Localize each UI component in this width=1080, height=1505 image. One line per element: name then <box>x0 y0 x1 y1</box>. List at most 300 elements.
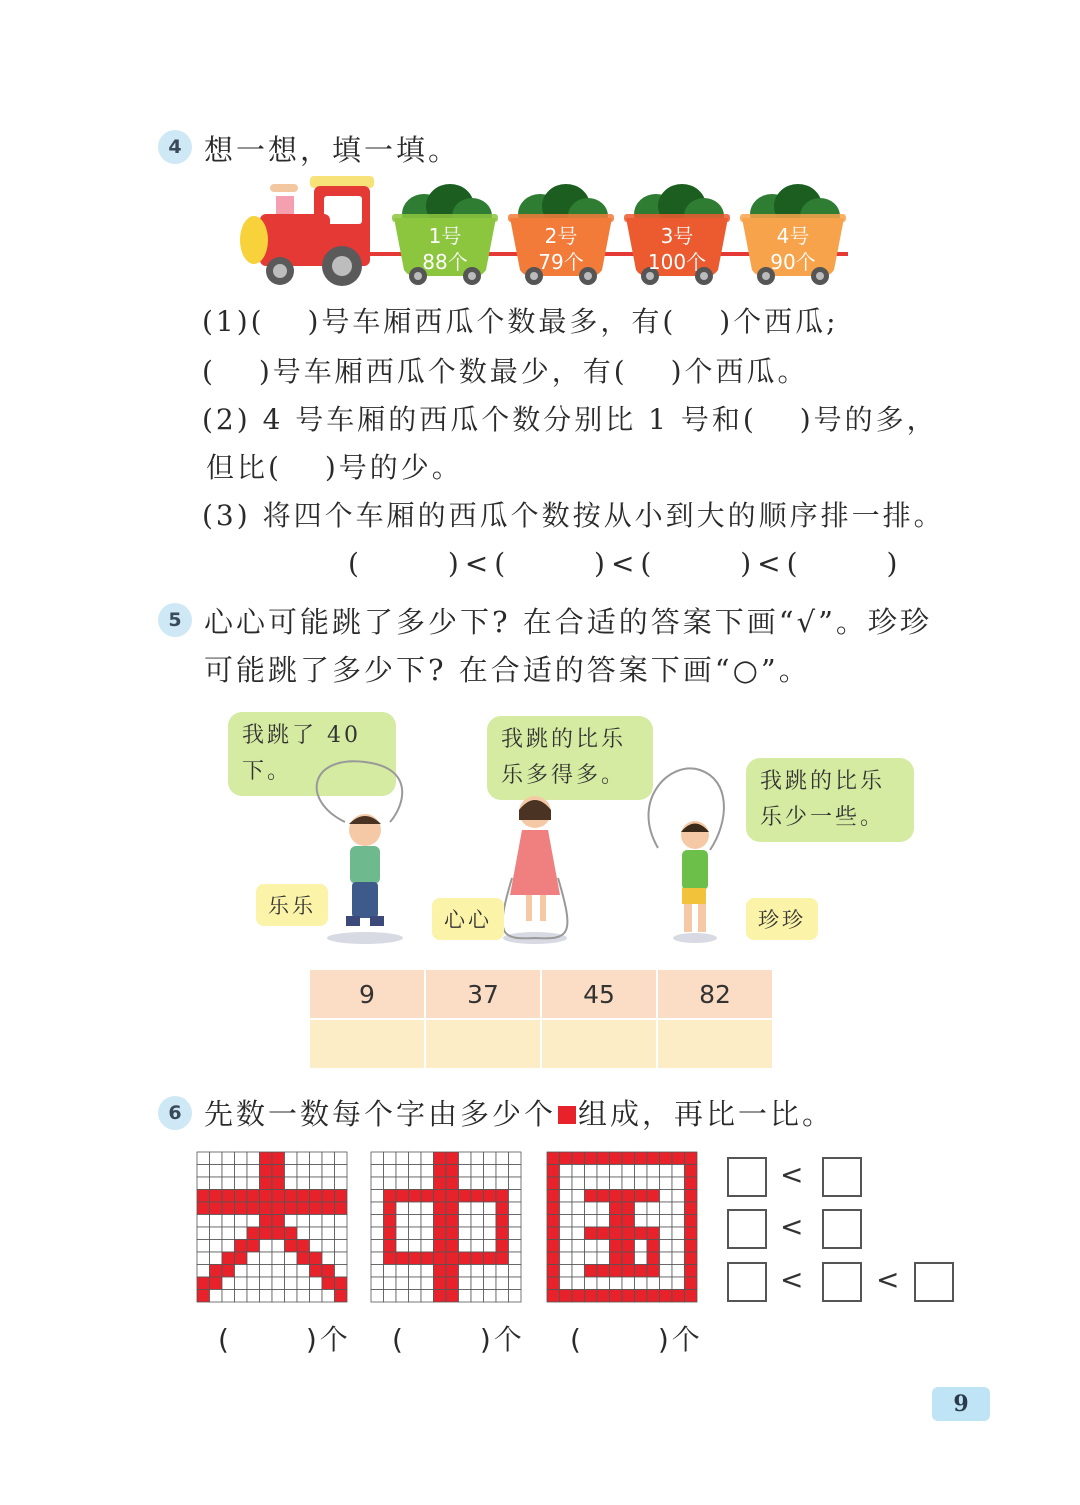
grid-cell <box>446 1277 459 1290</box>
grid-cell <box>585 1265 598 1278</box>
grid-cell <box>222 1177 235 1190</box>
grid-cell <box>434 1202 447 1215</box>
grid-cell <box>509 1152 522 1165</box>
grid-cell <box>647 1240 660 1253</box>
compare-box[interactable] <box>822 1157 862 1197</box>
locomotive <box>240 176 374 286</box>
grid-cell <box>471 1240 484 1253</box>
grid-cell <box>585 1177 598 1190</box>
compare-box[interactable] <box>727 1209 767 1249</box>
grid-cell <box>547 1177 560 1190</box>
grid-cell <box>260 1215 273 1228</box>
grid-cell <box>471 1252 484 1265</box>
grid-cell <box>210 1165 223 1178</box>
grid-cell <box>496 1227 509 1240</box>
wagon-count: 100个 <box>647 250 707 274</box>
grid-cell <box>322 1202 335 1215</box>
grid-cell <box>285 1227 298 1240</box>
q6-title-part-2: 组成，再比一比。 <box>578 1097 835 1131</box>
question-number-badge: 5 <box>158 603 192 637</box>
grid-cell <box>434 1190 447 1203</box>
grid-cell <box>297 1252 310 1265</box>
grid-cell <box>635 1215 648 1228</box>
grid-cell <box>597 1152 610 1165</box>
q4-line-3: (2) 4 号车厢的西瓜个数分别比 1 号和( )号的多， <box>202 403 938 436</box>
grid-cell <box>610 1190 623 1203</box>
grid-cell <box>572 1290 585 1303</box>
grid-cell <box>484 1202 497 1215</box>
grid-cell <box>496 1202 509 1215</box>
grid-cell <box>285 1265 298 1278</box>
grid-cell <box>235 1227 248 1240</box>
grid-cell <box>585 1252 598 1265</box>
answer-choice-table <box>308 968 774 1070</box>
grid-cell <box>335 1215 348 1228</box>
grid-cell <box>610 1290 623 1303</box>
grid-cell <box>647 1215 660 1228</box>
grid-cell <box>660 1202 673 1215</box>
grid-cell <box>471 1227 484 1240</box>
grid-cell <box>197 1152 210 1165</box>
grid-cell <box>260 1165 273 1178</box>
grid-cell <box>572 1177 585 1190</box>
grid-cell <box>335 1290 348 1303</box>
grid-cell <box>421 1177 434 1190</box>
page-number: 9 <box>932 1387 990 1421</box>
name-label-lele: 乐乐 <box>256 884 328 926</box>
grid-cell <box>247 1227 260 1240</box>
grid-cell <box>647 1252 660 1265</box>
grid-cell <box>660 1227 673 1240</box>
grid-cell <box>484 1177 497 1190</box>
grid-cell <box>459 1277 472 1290</box>
grid-cell <box>647 1190 660 1203</box>
less-than-sign: < <box>876 1263 900 1296</box>
grid-cell <box>434 1277 447 1290</box>
grid-cell <box>247 1265 260 1278</box>
grid-cell <box>409 1215 422 1228</box>
grid-cell <box>272 1165 285 1178</box>
grid-cell <box>409 1202 422 1215</box>
grid-cell <box>446 1215 459 1228</box>
grid-cell <box>622 1227 635 1240</box>
grid-cell <box>635 1240 648 1253</box>
compare-box[interactable] <box>727 1262 767 1302</box>
grid-cell <box>459 1202 472 1215</box>
compare-box[interactable] <box>914 1262 954 1302</box>
grid-cell <box>647 1227 660 1240</box>
grid-cell <box>322 1277 335 1290</box>
grid-cell <box>496 1152 509 1165</box>
grid-cell <box>509 1227 522 1240</box>
grid-cell <box>197 1265 210 1278</box>
grid-cell <box>496 1240 509 1253</box>
grid-cell <box>197 1290 210 1303</box>
grid-cell <box>597 1290 610 1303</box>
wagon-count: 79个 <box>538 250 584 274</box>
grid-cell <box>371 1252 384 1265</box>
grid-cell <box>396 1252 409 1265</box>
grid-cell <box>672 1277 685 1290</box>
grid-cell <box>471 1202 484 1215</box>
grid-cell <box>610 1165 623 1178</box>
grid-cell <box>384 1290 397 1303</box>
grid-cell <box>297 1177 310 1190</box>
grid-cell <box>272 1152 285 1165</box>
grid-cell <box>585 1152 598 1165</box>
grid-cell <box>322 1215 335 1228</box>
grid-cell <box>685 1190 698 1203</box>
grid-cell <box>384 1240 397 1253</box>
answer-choice-value: 37 <box>425 969 541 1019</box>
grid-cell <box>310 1215 323 1228</box>
grid-cell <box>459 1215 472 1228</box>
grid-cell <box>310 1227 323 1240</box>
grid-cell <box>396 1265 409 1278</box>
less-than-sign: < <box>780 1210 804 1243</box>
grid-cell <box>285 1290 298 1303</box>
answer-mark-cell[interactable] <box>541 1019 657 1069</box>
grid-cell <box>434 1177 447 1190</box>
grid-cell <box>459 1152 472 1165</box>
grid-cell <box>434 1240 447 1253</box>
grid-cell <box>421 1240 434 1253</box>
grid-cell <box>310 1252 323 1265</box>
grid-cell <box>647 1177 660 1190</box>
grid-cell <box>660 1265 673 1278</box>
grid-cell <box>272 1240 285 1253</box>
grid-cell <box>660 1215 673 1228</box>
grid-cell <box>197 1252 210 1265</box>
grid-cell <box>572 1227 585 1240</box>
count-blank-da: ( )个 <box>218 1323 351 1356</box>
wagon-label: 3号 <box>660 224 694 248</box>
grid-cell <box>210 1152 223 1165</box>
grid-cell <box>572 1190 585 1203</box>
grid-cell <box>496 1165 509 1178</box>
grid-cell <box>672 1152 685 1165</box>
grid-cell <box>610 1265 623 1278</box>
grid-cell <box>434 1252 447 1265</box>
grid-cell <box>585 1227 598 1240</box>
grid-cell <box>371 1165 384 1178</box>
grid-cell <box>222 1165 235 1178</box>
grid-cell <box>560 1215 573 1228</box>
grid-cell <box>396 1215 409 1228</box>
grid-cell <box>371 1290 384 1303</box>
grid-cell <box>459 1165 472 1178</box>
grid-cell <box>610 1215 623 1228</box>
grid-cell <box>572 1277 585 1290</box>
grid-cell <box>409 1177 422 1190</box>
wagon-label: 4号 <box>776 224 810 248</box>
speech-bubble-zhenzhen: 我跳的比乐乐少一些。 <box>746 758 914 842</box>
grid-cell <box>484 1277 497 1290</box>
grid-cell <box>310 1152 323 1165</box>
grid-cell <box>622 1252 635 1265</box>
grid-cell <box>247 1215 260 1228</box>
grid-cell <box>371 1227 384 1240</box>
grid-cell <box>685 1177 698 1190</box>
grid-cell <box>335 1227 348 1240</box>
grid-cell <box>235 1240 248 1253</box>
grid-cell <box>672 1190 685 1203</box>
grid-cell <box>547 1240 560 1253</box>
grid-cell <box>310 1240 323 1253</box>
grid-cell <box>509 1265 522 1278</box>
grid-cell <box>384 1152 397 1165</box>
grid-cell <box>484 1190 497 1203</box>
grid-cell <box>222 1290 235 1303</box>
grid-cell <box>310 1202 323 1215</box>
speech-bubble-lele: 我跳了 40 下。 <box>228 712 396 796</box>
grid-cell <box>635 1277 648 1290</box>
grid-cell <box>496 1265 509 1278</box>
grid-cell <box>222 1227 235 1240</box>
answer-choice-value: 45 <box>541 969 657 1019</box>
grid-cell <box>509 1240 522 1253</box>
grid-cell <box>272 1202 285 1215</box>
grid-cell <box>509 1277 522 1290</box>
answer-mark-cell[interactable] <box>309 1019 425 1069</box>
compare-box[interactable] <box>822 1209 862 1249</box>
grid-cell <box>210 1265 223 1278</box>
grid-cell <box>622 1265 635 1278</box>
grid-cell <box>685 1152 698 1165</box>
grid-cell <box>310 1165 323 1178</box>
grid-cell <box>547 1165 560 1178</box>
grid-cell <box>260 1177 273 1190</box>
grid-cell <box>421 1277 434 1290</box>
grid-cell <box>335 1177 348 1190</box>
grid-cell <box>396 1152 409 1165</box>
grid-cell <box>235 1152 248 1165</box>
grid-cell <box>396 1190 409 1203</box>
grid-cell <box>610 1252 623 1265</box>
question-number-badge: 4 <box>158 130 192 164</box>
grid-cell <box>622 1240 635 1253</box>
grid-cell <box>210 1177 223 1190</box>
grid-cell <box>610 1202 623 1215</box>
grid-cell <box>597 1265 610 1278</box>
wagon-label: 2号 <box>544 224 578 248</box>
grid-cell <box>509 1190 522 1203</box>
grid-cell <box>547 1202 560 1215</box>
grid-cell <box>685 1252 698 1265</box>
grid-cell <box>597 1277 610 1290</box>
grid-cell <box>660 1240 673 1253</box>
grid-cell <box>459 1240 472 1253</box>
grid-cell <box>197 1190 210 1203</box>
grid-cell <box>685 1240 698 1253</box>
grid-cell <box>384 1265 397 1278</box>
grid-cell <box>210 1202 223 1215</box>
grid-cell <box>210 1252 223 1265</box>
name-label-xinxin: 心心 <box>432 898 504 940</box>
grid-cell <box>260 1190 273 1203</box>
grid-cell <box>260 1152 273 1165</box>
grid-cell <box>297 1152 310 1165</box>
pixel-character-grid-zhong <box>370 1151 522 1303</box>
q4-ordering-blanks: ( )<( )<( )<( ) <box>348 547 904 580</box>
grid-cell <box>222 1277 235 1290</box>
grid-cell <box>446 1240 459 1253</box>
grid-cell <box>459 1265 472 1278</box>
grid-cell <box>247 1152 260 1165</box>
grid-cell <box>210 1240 223 1253</box>
grid-cell <box>547 1252 560 1265</box>
grid-cell <box>409 1165 422 1178</box>
grid-cell <box>585 1277 598 1290</box>
grid-cell <box>597 1165 610 1178</box>
grid-cell <box>446 1190 459 1203</box>
grid-cell <box>547 1190 560 1203</box>
grid-cell <box>585 1290 598 1303</box>
grid-cell <box>672 1215 685 1228</box>
grid-cell <box>560 1277 573 1290</box>
grid-cell <box>685 1165 698 1178</box>
answer-choice-value: 82 <box>657 969 773 1019</box>
compare-box[interactable] <box>727 1157 767 1197</box>
grid-cell <box>285 1277 298 1290</box>
grid-cell <box>547 1290 560 1303</box>
grid-cell <box>396 1165 409 1178</box>
grid-cell <box>197 1177 210 1190</box>
less-than-sign: < <box>780 1158 804 1191</box>
grid-cell <box>647 1265 660 1278</box>
grid-cell <box>322 1290 335 1303</box>
wagon-count: 90个 <box>770 250 816 274</box>
grid-cell <box>647 1202 660 1215</box>
grid-cell <box>421 1252 434 1265</box>
grid-cell <box>434 1165 447 1178</box>
grid-cell <box>235 1165 248 1178</box>
grid-cell <box>660 1290 673 1303</box>
grid-cell <box>285 1152 298 1165</box>
name-label-zhenzhen: 珍珍 <box>746 898 818 940</box>
grid-cell <box>585 1215 598 1228</box>
red-square-icon <box>558 1106 576 1124</box>
grid-cell <box>484 1265 497 1278</box>
grid-cell <box>247 1177 260 1190</box>
grid-cell <box>297 1190 310 1203</box>
grid-cell <box>335 1252 348 1265</box>
grid-cell <box>572 1252 585 1265</box>
grid-cell <box>384 1190 397 1203</box>
grid-cell <box>297 1277 310 1290</box>
grid-cell <box>560 1190 573 1203</box>
grid-cell <box>222 1202 235 1215</box>
grid-cell <box>396 1277 409 1290</box>
grid-cell <box>396 1227 409 1240</box>
grid-cell <box>272 1265 285 1278</box>
grid-cell <box>560 1152 573 1165</box>
grid-cell <box>297 1265 310 1278</box>
grid-cell <box>260 1290 273 1303</box>
grid-cell <box>547 1227 560 1240</box>
grid-cell <box>471 1215 484 1228</box>
grid-cell <box>272 1290 285 1303</box>
speech-bubble-xinxin: 我跳的比乐乐多得多。 <box>487 716 653 800</box>
grid-cell <box>272 1227 285 1240</box>
grid-cell <box>285 1165 298 1178</box>
grid-cell <box>647 1152 660 1165</box>
q4-line-2: ( )号车厢西瓜个数最少，有( )个西瓜。 <box>202 355 809 388</box>
grid-cell <box>560 1202 573 1215</box>
grid-cell <box>660 1190 673 1203</box>
grid-cell <box>434 1265 447 1278</box>
grid-cell <box>484 1252 497 1265</box>
grid-cell <box>647 1290 660 1303</box>
grid-cell <box>210 1277 223 1290</box>
grid-cell <box>660 1277 673 1290</box>
grid-cell <box>222 1190 235 1203</box>
grid-cell <box>335 1240 348 1253</box>
grid-cell <box>622 1202 635 1215</box>
grid-cell <box>421 1290 434 1303</box>
grid-cell <box>597 1240 610 1253</box>
answer-mark-cell[interactable] <box>657 1019 773 1069</box>
grid-cell <box>509 1202 522 1215</box>
grid-cell <box>635 1265 648 1278</box>
grid-cell <box>396 1177 409 1190</box>
grid-cell <box>421 1215 434 1228</box>
grid-cell <box>409 1152 422 1165</box>
wagon-2 <box>508 184 614 288</box>
grid-cell <box>235 1215 248 1228</box>
grid-cell <box>560 1227 573 1240</box>
grid-cell <box>610 1152 623 1165</box>
grid-cell <box>635 1227 648 1240</box>
grid-cell <box>297 1290 310 1303</box>
grid-cell <box>409 1265 422 1278</box>
grid-cell <box>210 1227 223 1240</box>
grid-cell <box>560 1290 573 1303</box>
grid-cell <box>421 1227 434 1240</box>
grid-cell <box>509 1290 522 1303</box>
grid-cell <box>222 1152 235 1165</box>
grid-cell <box>396 1240 409 1253</box>
grid-cell <box>384 1165 397 1178</box>
grid-cell <box>247 1202 260 1215</box>
question-6-title <box>204 1092 834 1133</box>
grid-cell <box>247 1277 260 1290</box>
grid-cell <box>471 1265 484 1278</box>
grid-cell <box>222 1252 235 1265</box>
compare-box[interactable] <box>822 1262 862 1302</box>
grid-cell <box>471 1165 484 1178</box>
grid-cell <box>597 1252 610 1265</box>
grid-cell <box>235 1190 248 1203</box>
grid-cell <box>409 1277 422 1290</box>
answer-mark-cell[interactable] <box>425 1019 541 1069</box>
q6-title-part-1: 先数一数每个字由多少个 <box>204 1097 557 1131</box>
grid-cell <box>572 1215 585 1228</box>
grid-cell <box>635 1202 648 1215</box>
grid-cell <box>197 1215 210 1228</box>
grid-cell <box>434 1227 447 1240</box>
grid-cell <box>409 1227 422 1240</box>
grid-cell <box>572 1165 585 1178</box>
grid-cell <box>272 1215 285 1228</box>
grid-cell <box>421 1165 434 1178</box>
grid-cell <box>371 1265 384 1278</box>
grid-cell <box>459 1252 472 1265</box>
grid-cell <box>585 1240 598 1253</box>
grid-cell <box>446 1227 459 1240</box>
grid-cell <box>260 1277 273 1290</box>
grid-cell <box>371 1177 384 1190</box>
